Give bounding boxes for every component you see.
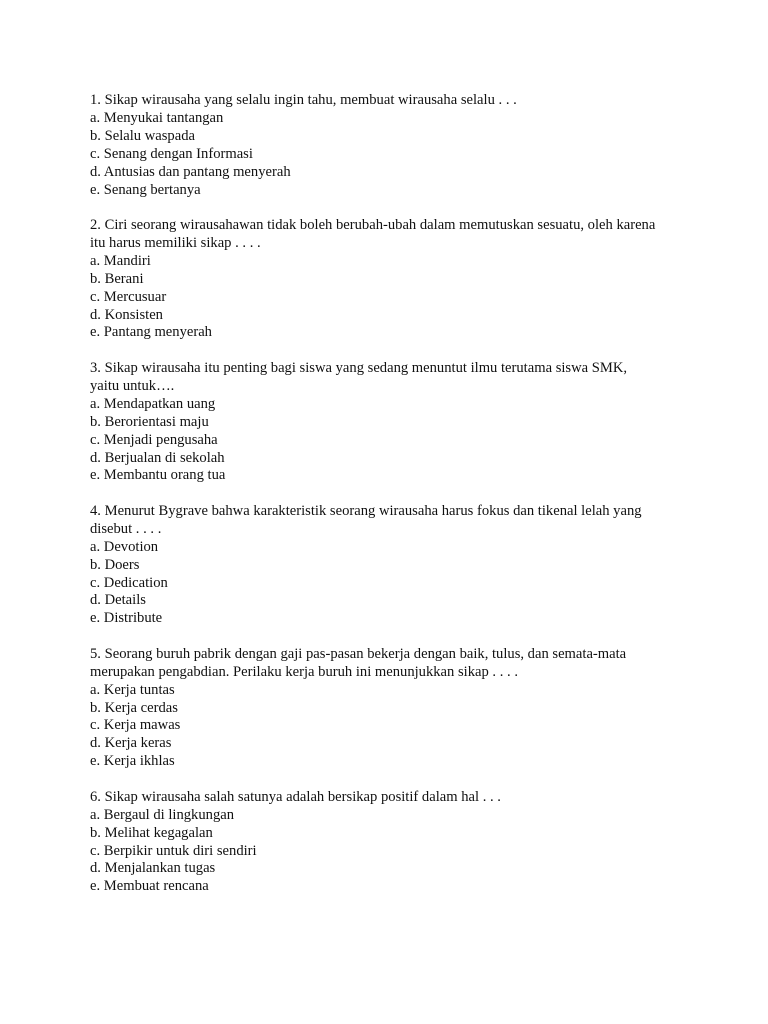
document-page <box>90 92 690 914</box>
option-d: d. Berjualan di sekolah <box>90 449 225 466</box>
question-6 <box>90 789 690 896</box>
option-d: d. Antusias dan pantang menyerah <box>90 163 291 180</box>
option-c: c. Dedication <box>90 574 168 591</box>
option-a: a. Mandiri <box>90 252 151 269</box>
option-b: b. Berani <box>90 270 144 287</box>
option-b: b. Melihat kegagalan <box>90 824 213 841</box>
option-e: e. Pantang menyerah <box>90 324 212 341</box>
option-c: c. Mercusuar <box>90 288 167 305</box>
option-e: e. Distribute <box>90 610 163 627</box>
question-5 <box>90 646 690 771</box>
question-stem: 1. Sikap wirausaha yang selalu ingin tahu, membuat wirausaha selalu . . . <box>90 92 517 108</box>
option-d: d. Konsisten <box>90 306 163 323</box>
option-a: a. Bergaul di lingkungan <box>90 806 235 823</box>
option-d: d. Details <box>90 592 146 609</box>
option-c: c. Kerja mawas <box>90 717 181 734</box>
question-stem-continued: itu harus memiliki sikap . . . . <box>90 234 261 251</box>
option-a: a. Devotion <box>90 538 159 555</box>
question-stem-continued: merupakan pengabdian. Perilaku kerja buruh ini menunjukkan sikap . . . . <box>90 663 518 680</box>
option-a: a. Kerja tuntas <box>90 681 175 698</box>
option-e: e. Senang bertanya <box>90 181 201 198</box>
option-a: a. Mendapatkan uang <box>90 395 216 412</box>
option-e: e. Membantu orang tua <box>90 467 226 484</box>
question-stem: 4. Menurut Bygrave bahwa karakteristik seorang wirausaha harus fokus dan tikenal lelah yang <box>90 502 642 519</box>
option-a: a. Menyukai tantangan <box>90 109 224 126</box>
question-4 <box>90 503 690 628</box>
question-stem: 2. Ciri seorang wirausahawan tidak boleh berubah-ubah dalam memutuskan sesuatu, oleh karena <box>90 217 656 234</box>
option-c: c. Berpikir untuk diri sendiri <box>90 842 257 859</box>
option-e: e. Membuat rencana <box>90 878 209 895</box>
question-stem-continued: disebut . . . . <box>90 520 162 537</box>
question-stem-continued: yaitu untuk…. <box>90 377 175 394</box>
option-d: d. Kerja keras <box>90 735 172 752</box>
option-c: c. Senang dengan Informasi <box>90 145 253 162</box>
option-b: b. Doers <box>90 556 140 573</box>
option-b: b. Selalu waspada <box>90 127 195 144</box>
option-c: c. Menjadi pengusaha <box>90 431 218 448</box>
question-2 <box>90 217 690 342</box>
option-b: b. Berorientasi maju <box>90 413 209 430</box>
question-3 <box>90 360 690 485</box>
option-e: e. Kerja ikhlas <box>90 753 175 770</box>
question-1 <box>90 92 690 199</box>
question-stem: 3. Sikap wirausaha itu penting bagi siswa yang sedang menuntut ilmu terutama siswa SMK, <box>90 359 628 376</box>
option-d: d. Menjalankan tugas <box>90 860 216 877</box>
question-stem: 6. Sikap wirausaha salah satunya adalah bersikap positif dalam hal . . . <box>90 788 501 805</box>
option-b: b. Kerja cerdas <box>90 699 178 716</box>
question-stem: 5. Seorang buruh pabrik dengan gaji pas-pasan bekerja dengan baik, tulus, dan semata-mata <box>90 645 627 662</box>
